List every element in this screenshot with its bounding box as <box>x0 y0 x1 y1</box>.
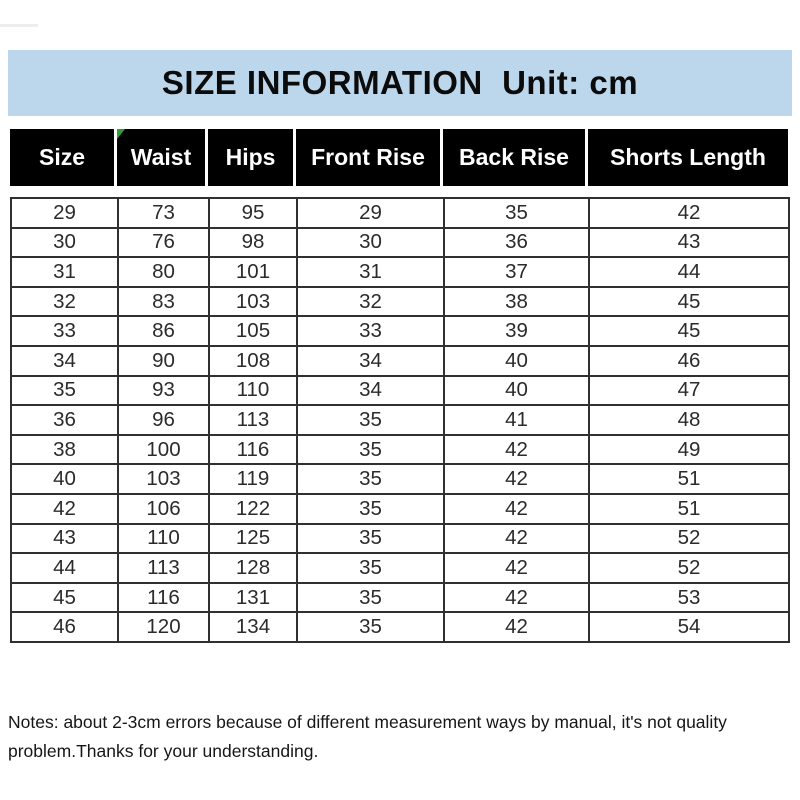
table-cell: 86 <box>118 316 209 346</box>
table-cell: 105 <box>209 316 297 346</box>
table-cell: 52 <box>589 524 789 554</box>
table-cell: 40 <box>11 464 118 494</box>
column-header-front-rise: Front Rise <box>296 129 440 186</box>
table-cell: 76 <box>118 228 209 258</box>
table-cell: 45 <box>11 583 118 613</box>
table-cell: 38 <box>444 287 589 317</box>
column-header-shorts-length: Shorts Length <box>588 129 788 186</box>
table-cell: 53 <box>589 583 789 613</box>
table-cell: 95 <box>209 198 297 228</box>
table-cell: 48 <box>589 405 789 435</box>
table-cell: 35 <box>444 198 589 228</box>
page-title: SIZE INFORMATION Unit: cm <box>161 64 639 101</box>
table-cell: 42 <box>444 435 589 465</box>
table-cell: 29 <box>297 198 444 228</box>
table-cell: 46 <box>11 612 118 642</box>
table-cell: 103 <box>118 464 209 494</box>
table-cell: 42 <box>444 612 589 642</box>
column-header-waist: Waist <box>117 129 205 186</box>
table-cell: 42 <box>444 524 589 554</box>
table-cell: 30 <box>11 228 118 258</box>
table-cell: 93 <box>118 376 209 406</box>
table-cell: 134 <box>209 612 297 642</box>
title-band <box>8 50 792 116</box>
table-cell: 29 <box>11 198 118 228</box>
table-cell: 35 <box>297 435 444 465</box>
table-cell: 43 <box>589 228 789 258</box>
table-row <box>11 583 789 613</box>
table-cell: 113 <box>118 553 209 583</box>
table-row <box>11 553 789 583</box>
table-cell: 52 <box>589 553 789 583</box>
table-cell: 101 <box>209 257 297 287</box>
table-cell: 45 <box>589 316 789 346</box>
table-row <box>11 316 789 346</box>
table-cell: 80 <box>118 257 209 287</box>
table-cell: 35 <box>297 494 444 524</box>
table-cell: 43 <box>11 524 118 554</box>
table-cell: 125 <box>209 524 297 554</box>
column-header-size: Size <box>10 129 114 186</box>
table-cell: 40 <box>444 346 589 376</box>
table-cell: 44 <box>589 257 789 287</box>
table-cell: 35 <box>11 376 118 406</box>
column-header-back-rise: Back Rise <box>443 129 585 186</box>
table-cell: 122 <box>209 494 297 524</box>
table-cell: 32 <box>297 287 444 317</box>
table-cell: 116 <box>209 435 297 465</box>
table-cell: 100 <box>118 435 209 465</box>
table-cell: 36 <box>444 228 589 258</box>
table-row <box>11 198 789 228</box>
table-cell: 35 <box>297 405 444 435</box>
table-cell: 83 <box>118 287 209 317</box>
table-cell: 54 <box>589 612 789 642</box>
table-cell: 42 <box>589 198 789 228</box>
table-row <box>11 228 789 258</box>
table-cell: 106 <box>118 494 209 524</box>
table-cell: 35 <box>297 583 444 613</box>
table-cell: 40 <box>444 376 589 406</box>
table-row <box>11 494 789 524</box>
notes-text: Notes: about 2-3cm errors because of different measurement ways by manual, it's not quality problem.Thanks for your understanding. <box>8 711 727 761</box>
column-header-hips: Hips <box>208 129 293 186</box>
table-row <box>11 524 789 554</box>
table-cell: 120 <box>118 612 209 642</box>
table-cell: 34 <box>297 346 444 376</box>
table-cell: 33 <box>297 316 444 346</box>
table-cell: 42 <box>444 583 589 613</box>
table-cell: 116 <box>118 583 209 613</box>
table-cell: 131 <box>209 583 297 613</box>
table-cell: 128 <box>209 553 297 583</box>
table-cell: 73 <box>118 198 209 228</box>
table-cell: 110 <box>118 524 209 554</box>
table-cell: 47 <box>589 376 789 406</box>
table-cell: 113 <box>209 405 297 435</box>
table-row <box>11 287 789 317</box>
table-cell: 96 <box>118 405 209 435</box>
table-cell: 38 <box>11 435 118 465</box>
table-cell: 42 <box>444 494 589 524</box>
table-cell: 46 <box>589 346 789 376</box>
table-cell: 49 <box>589 435 789 465</box>
table-row <box>11 376 789 406</box>
table-row <box>11 464 789 494</box>
table-cell: 90 <box>118 346 209 376</box>
green-corner-marker-icon <box>117 129 125 139</box>
table-cell: 37 <box>444 257 589 287</box>
table-row <box>11 405 789 435</box>
table-cell: 35 <box>297 612 444 642</box>
table-cell: 110 <box>209 376 297 406</box>
table-cell: 98 <box>209 228 297 258</box>
table-cell: 51 <box>589 494 789 524</box>
table-row <box>11 257 789 287</box>
table-cell: 108 <box>209 346 297 376</box>
table-cell: 35 <box>297 524 444 554</box>
table-cell: 30 <box>297 228 444 258</box>
table-cell: 31 <box>297 257 444 287</box>
table-cell: 32 <box>11 287 118 317</box>
table-cell: 44 <box>11 553 118 583</box>
table-cell: 45 <box>589 287 789 317</box>
table-cell: 35 <box>297 464 444 494</box>
table-cell: 39 <box>444 316 589 346</box>
table-cell: 103 <box>209 287 297 317</box>
table-cell: 41 <box>444 405 589 435</box>
table-cell: 119 <box>209 464 297 494</box>
table-row <box>11 612 789 642</box>
size-table <box>10 197 790 643</box>
table-cell: 42 <box>444 553 589 583</box>
table-cell: 42 <box>444 464 589 494</box>
table-cell: 42 <box>11 494 118 524</box>
table-row <box>11 346 789 376</box>
decorative-line <box>0 24 38 27</box>
table-row <box>11 435 789 465</box>
table-cell: 34 <box>11 346 118 376</box>
table-cell: 31 <box>11 257 118 287</box>
table-cell: 35 <box>297 553 444 583</box>
table-cell: 33 <box>11 316 118 346</box>
table-cell: 36 <box>11 405 118 435</box>
table-cell: 51 <box>589 464 789 494</box>
table-header-row <box>10 129 788 186</box>
size-table-body <box>11 198 789 642</box>
table-cell: 34 <box>297 376 444 406</box>
